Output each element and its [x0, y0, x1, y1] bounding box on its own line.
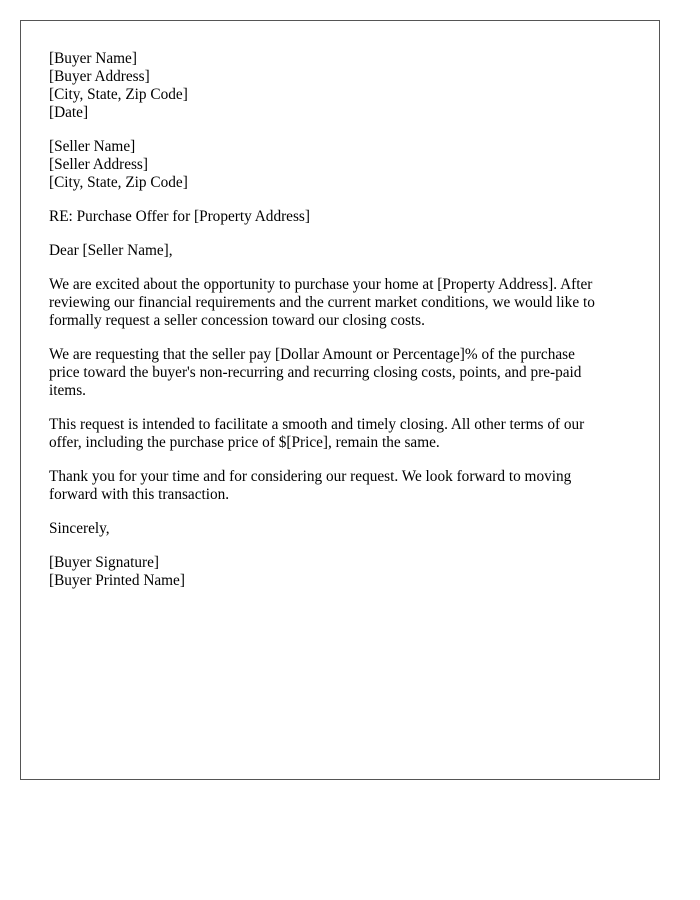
text-line: offer, including the purchase price of $[Price], remain the same. — [49, 434, 440, 451]
buyer-address-block — [49, 50, 649, 122]
seller-city: [City, State, Zip Code] — [49, 174, 188, 191]
seller-address-block — [49, 138, 649, 192]
buyer-address: [Buyer Address] — [49, 68, 150, 85]
paragraph-request — [49, 346, 649, 400]
text-line: reviewing our financial requirements and the current market conditions, we would like to — [49, 294, 595, 311]
text-line: formally request a seller concession toward our closing costs. — [49, 312, 425, 329]
text-line: Thank you for your time and for considering our request. We look forward to moving — [49, 468, 572, 485]
paragraph-terms — [49, 416, 649, 452]
letter-body — [49, 50, 649, 606]
subject-line: RE: Purchase Offer for [Property Address] — [49, 208, 310, 225]
seller-name: [Seller Name] — [49, 138, 136, 155]
letter-page — [20, 20, 660, 780]
paragraph-intro — [49, 276, 649, 330]
buyer-city: [City, State, Zip Code] — [49, 86, 188, 103]
text-line: We are excited about the opportunity to purchase your home at [Property Address]. After — [49, 276, 593, 293]
seller-address: [Seller Address] — [49, 156, 148, 173]
text-line: This request is intended to facilitate a smooth and timely closing. All other terms of our — [49, 416, 585, 433]
buyer-printed-name: [Buyer Printed Name] — [49, 572, 185, 589]
text-line: We are requesting that the seller pay [Dollar Amount or Percentage]% of the purchase — [49, 346, 575, 363]
paragraph-thanks — [49, 468, 649, 504]
letter-date: [Date] — [49, 104, 89, 121]
signature-block — [49, 554, 649, 590]
text-line: price toward the buyer's non-recurring and recurring closing costs, points, and pre-paid — [49, 364, 582, 381]
text-line: items. — [49, 382, 86, 399]
text-line: forward with this transaction. — [49, 486, 230, 503]
buyer-name: [Buyer Name] — [49, 50, 137, 67]
closing: Sincerely, — [49, 520, 110, 537]
salutation: Dear [Seller Name], — [49, 242, 173, 259]
buyer-signature: [Buyer Signature] — [49, 554, 160, 571]
